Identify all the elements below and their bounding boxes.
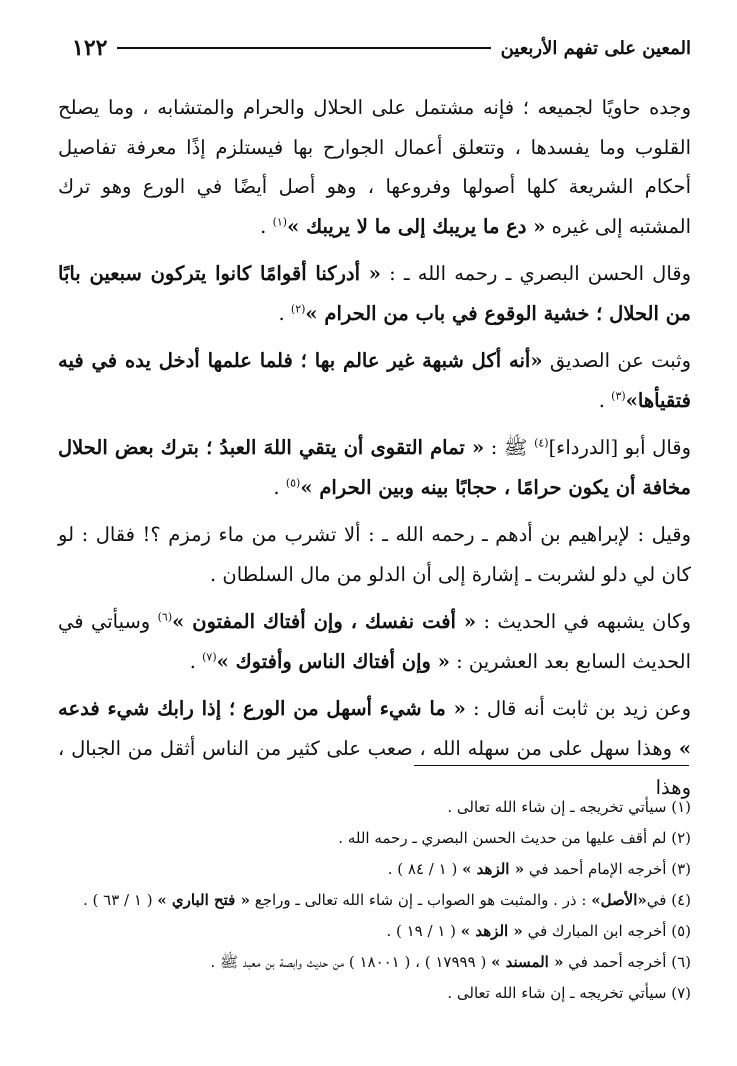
- footnote-reference: (١): [272, 215, 288, 228]
- text-run: وكان يشبهه في الحديث :: [476, 610, 691, 633]
- footnote-reference: (٥): [285, 476, 301, 489]
- header-rule: [117, 47, 490, 49]
- footnote-reference: (٤): [534, 436, 549, 450]
- text-run: وقال الحسن البصري ـ رحمه الله ـ :: [380, 262, 692, 285]
- quoted-text: « الزهد »: [462, 860, 525, 878]
- text-run: .: [273, 475, 286, 499]
- text-run: (٤) في: [646, 891, 691, 909]
- text-run: وقال أبو [الدرداء]: [548, 436, 691, 459]
- text-run: (٦) أخرجه أحمد في: [563, 953, 691, 971]
- footnote-separator: [414, 765, 689, 766]
- quoted-text: « وإن أفتاك الناس وأفتوك »: [216, 649, 450, 673]
- footnote-reference: (٢): [290, 302, 306, 315]
- text-run: (٥) أخرجه ابن المبارك في: [522, 922, 691, 940]
- paragraph: [58, 602, 691, 681]
- paragraph: [58, 428, 691, 507]
- footnote: [58, 978, 691, 1009]
- text-run: وثبت عن الصديق: [542, 349, 691, 372]
- footnote: [58, 916, 691, 947]
- paragraph: [58, 515, 691, 594]
- quoted-text: « تمام التقوى أن يتقي اللهَ العبدُ ؛ بترك بعض الحلال مخافة أن يكون حرامًا ، حجابًا بينه وبين الحرام »: [58, 436, 691, 499]
- text-run: وعن زيد بن ثابت أنه قال :: [465, 697, 691, 720]
- footnotes: [58, 792, 691, 1009]
- footnote-reference: (٦): [157, 610, 173, 624]
- quoted-text: « أدركنا أقوامًا كانوا يتركون سبعين بابًا من الحلال ؛ خشية الوقوع في باب من الحرام »: [58, 262, 691, 325]
- footnote: [58, 823, 691, 854]
- text-run: ( ١ / ٨٤ ) .: [387, 860, 463, 878]
- text-run: (٧) سيأتي تخريجه ـ إن شاء الله تعالى .: [447, 984, 691, 1002]
- quoted-text: « فتح الباري »: [157, 891, 250, 909]
- footnote: [58, 947, 691, 978]
- paragraph: [58, 689, 691, 808]
- text-run: وسيأتي في الحديث السابع بعد العشرين :: [58, 610, 691, 673]
- page-number: ١٢٢: [72, 35, 108, 61]
- quoted-text: « أفت نفسك ، وإن أفتاك المفتون »: [172, 610, 477, 633]
- paragraph: [58, 88, 691, 246]
- quoted-text: «الأصل»: [591, 891, 647, 909]
- paragraph: [58, 254, 691, 333]
- text-run: (٣) أخرجه الإمام أحمد في: [524, 860, 691, 878]
- text-run: ( ١ / ٦٣ ) .: [83, 891, 158, 909]
- text-run: .: [260, 214, 273, 238]
- text-run: ﷺ :: [484, 436, 535, 459]
- paragraph: [58, 341, 691, 420]
- footnote: [58, 792, 691, 823]
- text-run: وجده حاويًا لجميعه ؛ فإنه مشتمل على الحلال والحرام والمتشابه ، وما يصلح القلوب وما يفسدها ، وتتعلق أعمال الجوارح بها فيستلزم إذًا معرفة تفاصيل أحكام الشريعة كلها أصولها وفروعها ، وهو أصل أيضًا في الورع وهو ترك المشتبه إلى غيره: [58, 96, 692, 238]
- footnote: [58, 854, 691, 885]
- running-title: المعين على تفهم الأربعين: [500, 37, 691, 59]
- text-run: (١) سيأتي تخريجه ـ إن شاء الله تعالى .: [447, 798, 691, 816]
- quoted-text: «أنه أكل شبهة غير عالم بها ؛ فلما علمها أدخل يده في فيه فتقيأها»: [58, 349, 691, 412]
- footnote-reference: (٧): [202, 650, 217, 663]
- text-run: ( ١ / ١٩ ) .: [386, 922, 461, 940]
- text-run: (٢) لم أقف عليها من حديث الحسن البصري ـ رحمه الله .: [338, 829, 691, 847]
- quoted-text: « دع ما يريبك إلى ما لا يريبك »: [287, 214, 546, 238]
- text-run: : ذر . والمثبت هو الصواب ـ إن شاء الله تعالى ـ وراجع: [249, 891, 592, 909]
- text-run: .: [189, 649, 203, 673]
- text-run: .: [598, 388, 612, 412]
- quoted-text: « الزهد »: [460, 922, 523, 940]
- quoted-text: « ما شيء أسهل من الورع ؛ إذا رابك شيء فدعه »: [58, 697, 691, 760]
- main-text: [58, 88, 691, 816]
- text-run: وهذا سهل على من سهله الله ، صعب على كثير من الناس أثقل من الجبال ، وهذا: [58, 736, 691, 799]
- footnote-reference: (٣): [611, 389, 626, 402]
- text-run: .: [278, 301, 291, 325]
- footnote: [58, 885, 691, 916]
- page-header: [58, 30, 691, 66]
- text-run: ( ١٧٩٩٩ ) ، ( ١٨٠٠١ ) من حديث وابصة بن معبد ﷺ .: [210, 953, 492, 971]
- quoted-text: « المسند »: [491, 953, 564, 971]
- text-run: وقيل : لإبراهيم بن أدهم ـ رحمه الله ـ : ألا تشرب من ماء زمزم ؟! فقال : لو كان لي دلو لشربت ـ إشارة إلى أن الدلو من مال السلطان .: [58, 523, 691, 586]
